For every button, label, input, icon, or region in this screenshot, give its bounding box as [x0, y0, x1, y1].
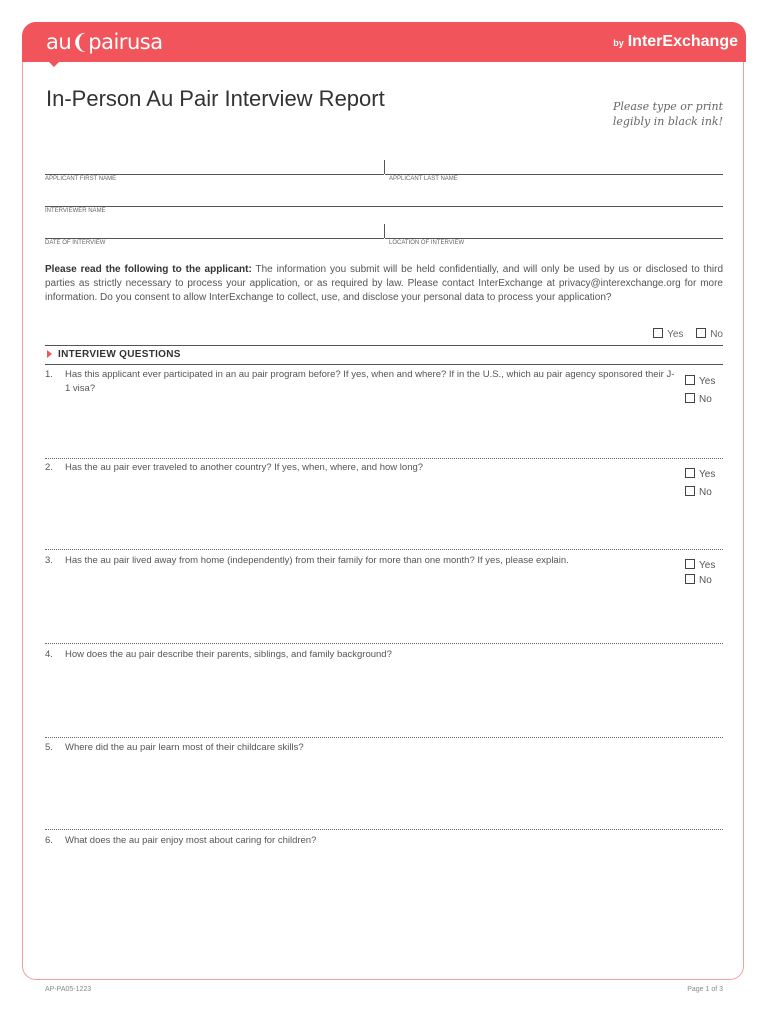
question-3 — [45, 554, 675, 570]
option-yes-label: Yes — [699, 560, 716, 571]
interview-questions-header — [45, 345, 723, 365]
checkbox-icon[interactable] — [685, 486, 695, 496]
question-text: How does the au pair describe their parents, siblings, and family background? — [65, 649, 392, 660]
last-name-label: APPLICANT LAST NAME — [389, 176, 458, 182]
privacy-notice — [45, 263, 723, 305]
option-no[interactable] — [685, 393, 715, 411]
checkbox-icon[interactable] — [685, 559, 695, 569]
interviewer-name-field[interactable] — [45, 192, 723, 207]
question-1-options — [685, 375, 715, 411]
date-label: DATE OF INTERVIEW — [45, 240, 106, 246]
question-number: 4. — [45, 649, 53, 660]
location-label: LOCATION OF INTERVIEW — [389, 240, 465, 246]
option-yes-label: Yes — [699, 469, 716, 480]
option-no-label: No — [699, 575, 712, 586]
page-title: In-Person Au Pair Interview Report — [46, 86, 385, 111]
first-name-field[interactable] — [45, 160, 384, 175]
triangle-right-icon — [47, 350, 52, 358]
location-field[interactable] — [385, 224, 723, 239]
consent-no-label: No — [710, 329, 723, 340]
option-yes[interactable] — [685, 375, 715, 393]
notice-lead: Please read the following to the applicant: — [45, 264, 252, 275]
question-number: 3. — [45, 555, 53, 566]
answer-area-divider — [45, 643, 723, 644]
question-number: 2. — [45, 462, 53, 473]
option-no-label: No — [699, 394, 712, 405]
brand-name: InterExchange — [627, 33, 738, 50]
question-6 — [45, 834, 675, 850]
last-name-field[interactable] — [385, 160, 723, 175]
checkbox-icon[interactable] — [685, 468, 695, 478]
option-yes[interactable] — [685, 559, 715, 574]
notice-body: The information you submit will be held confidentially, and will only be used by us or disclosed to third parties as strictly necessary to process your application, or as required by law. Please contact InterExchange at privacy@interexchange.org for more information. Do you consent to allow InterExchange to collect, use, and disclose your personal data to process your application? — [45, 264, 724, 303]
aupairusa-logo: au❨pairusa — [46, 30, 163, 54]
question-text: What does the au pair enjoy most about caring for children? — [65, 835, 317, 846]
consent-options — [643, 328, 723, 340]
question-text: Where did the au pair learn most of their childcare skills? — [65, 742, 304, 753]
checkbox-icon[interactable] — [696, 328, 706, 338]
option-no[interactable] — [685, 486, 715, 504]
answer-area-divider — [45, 458, 723, 459]
answer-area-divider — [45, 549, 723, 550]
question-number: 6. — [45, 835, 53, 846]
option-no[interactable] — [685, 574, 715, 592]
answer-area-divider — [45, 737, 723, 738]
question-3-options — [685, 559, 715, 592]
date-field[interactable] — [45, 224, 384, 239]
question-1 — [45, 368, 675, 398]
question-5 — [45, 741, 675, 757]
option-yes[interactable] — [685, 468, 715, 486]
question-number: 5. — [45, 742, 53, 753]
header-notch — [48, 61, 60, 67]
consent-yes-label: Yes — [667, 329, 684, 340]
checkbox-icon[interactable] — [685, 375, 695, 385]
checkbox-icon[interactable] — [685, 393, 695, 403]
option-yes-label: Yes — [699, 376, 716, 387]
consent-yes[interactable] — [653, 329, 683, 340]
question-text: Has the au pair lived away from home (independently) from their family for more than one month? If yes, please explain. — [65, 555, 569, 566]
question-text: Has the au pair ever traveled to another country? If yes, when, where, and how long? — [65, 462, 424, 473]
question-4 — [45, 648, 675, 664]
option-no-label: No — [699, 487, 712, 498]
interviewer-name-label: INTERVIEWER NAME — [45, 208, 106, 214]
page-number: Page 1 of 3 — [687, 986, 723, 993]
form-code: AP-PA05-1223 — [45, 986, 92, 993]
by-label: by — [613, 38, 624, 48]
question-number: 1. — [45, 369, 53, 380]
checkbox-icon[interactable] — [685, 574, 695, 584]
consent-no[interactable] — [696, 329, 723, 340]
question-2-options — [685, 468, 715, 504]
question-2 — [45, 461, 675, 477]
ink-note-line2: legibly in black ink! — [612, 115, 723, 128]
checkbox-icon[interactable] — [653, 328, 663, 338]
answer-area-divider — [45, 829, 723, 830]
ink-note-line1: Please type or print — [612, 100, 723, 113]
interexchange-brand — [613, 33, 738, 51]
first-name-label: APPLICANT FIRST NAME — [45, 176, 117, 182]
question-text: Has this applicant ever participated in an au pair program before? If yes, when and where? If in the U.S., which au pair agency sponsored their J-1 visa? — [65, 369, 675, 394]
section-title: INTERVIEW QUESTIONS — [58, 349, 181, 360]
ink-note — [583, 99, 723, 129]
